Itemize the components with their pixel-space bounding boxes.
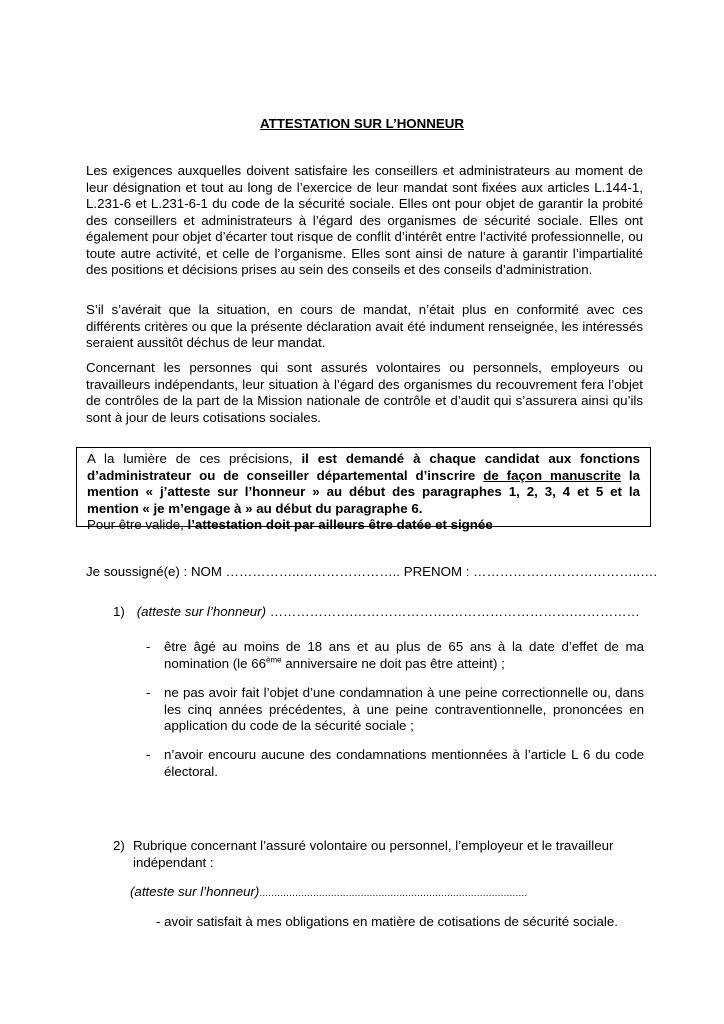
instructions-intro: A la lumière de ces précisions, bbox=[87, 451, 302, 466]
instructions-text bbox=[87, 451, 640, 517]
paragraph-controls: Concernant les personnes qui sont assurés volontaires ou personnels, employeurs ou travailleurs indépendants, leur situation à l’égard des organismes du recouvrement fera l’objet de contrôles de la part de la Mission nationale de contrôle et d’audit qui s’assurera ainsi qu’ils sont à jour de leurs cotisations sociales. bbox=[86, 360, 643, 425]
section-2-item: - avoir satisfait à mes obligations en matière de cotisations de sécurité sociale. bbox=[156, 914, 618, 929]
list-item bbox=[146, 685, 644, 735]
bullet-dash: - bbox=[146, 639, 151, 654]
validity-text bbox=[87, 517, 640, 534]
instructions-bold-1: il est demandé à chaque candidat aux fonctions d’administrateur ou de conseiller départemental d’inscrire bbox=[87, 451, 640, 483]
section-2-attestation bbox=[130, 884, 527, 903]
validity-intro: Pour être valide, bbox=[87, 517, 188, 532]
instructions-bold-2: la mention « j’atteste sur l’honneur » au début des paragraphes 1, 2, 3, 4 et 5 et la mention « je m’engage à » au début du paragraphe 6. bbox=[87, 467, 640, 516]
instructions-box bbox=[76, 447, 651, 532]
list-item bbox=[146, 639, 644, 672]
section-2-heading bbox=[113, 838, 633, 871]
bullet-1-text-end: anniversaire ne doit pas être atteint) ; bbox=[281, 655, 505, 671]
section-1-dots: ……………….………………….……………………….…………… bbox=[266, 604, 640, 619]
bullet-1-text: être âgé au moins de 18 ans et au plus de 65 ans à la date d’effet de ma nomination (le 66 bbox=[164, 639, 644, 671]
section-1-heading bbox=[113, 604, 648, 621]
section-2-dots: .......................................................................................... bbox=[259, 888, 528, 899]
declaration-name-line: Je soussigné(e) : NOM ……………..………………….. PRENOM : ………………………………..…. bbox=[86, 564, 658, 579]
section-2-text: Rubrique concernant l’assuré volontaire ou personnel, l’employeur et le travailleur indépendant : bbox=[133, 838, 614, 870]
section-1-number: 1) bbox=[113, 604, 125, 619]
bullet-dash: - bbox=[146, 685, 151, 700]
validity-bold: l’attestation doit par ailleurs être datée et signée bbox=[187, 517, 493, 532]
bullet-dash: - bbox=[146, 747, 151, 762]
paragraph-requirements: Les exigences auxquelles doivent satisfaire les conseillers et administrateurs au moment de leur désignation et tout au long de l’exercice de leur mandat sont fixées aux articles L.144-1, L.231-6 et L.231-6-1 du code de la sécurité sociale. Elles ont pour objet de garantir la probité des conseillers et administrateurs à l’égard des organismes de sécurité sociale. Elles ont également pour objet d’écarter tout risque de conflit d’intérêt entre l’activité professionnelle, ou toute autre activité, et celle de l’organisme. Elles sont ainsi de nature à garantir l’impartialité des positions et décisions prises au sein des conseils et des conseils d’administration. bbox=[86, 163, 643, 277]
section-2-label: (atteste sur l’honneur) bbox=[130, 884, 260, 899]
page-title: ATTESTATION SUR L’HONNEUR bbox=[260, 116, 464, 131]
list-item bbox=[146, 747, 644, 780]
section-2-number: 2) bbox=[113, 838, 125, 853]
bullet-2-text: ne pas avoir fait l’objet d’une condamnation à une peine correctionnelle ou, dans les cinq années précédentes, à une peine contraventionnelle, prononcées en application du code de la sécurité sociale ; bbox=[164, 685, 644, 733]
bullet-3-text: n’avoir encouru aucune des condamnations mentionnées à l’article L 6 du code électoral. bbox=[164, 747, 644, 779]
bullet-1-sup: ème bbox=[266, 655, 282, 665]
section-1-label: (atteste sur l’honneur) bbox=[136, 604, 267, 619]
instructions-underlined: de façon manuscrite bbox=[483, 467, 621, 483]
paragraph-conformity: S’il s’avérait que la situation, en cours de mandat, n’était plus en conformité avec ces différents critères ou que la présente déclaration avait été indument renseignée, les intéressés seraient aussitôt déchus de leur mandat. bbox=[86, 302, 643, 350]
